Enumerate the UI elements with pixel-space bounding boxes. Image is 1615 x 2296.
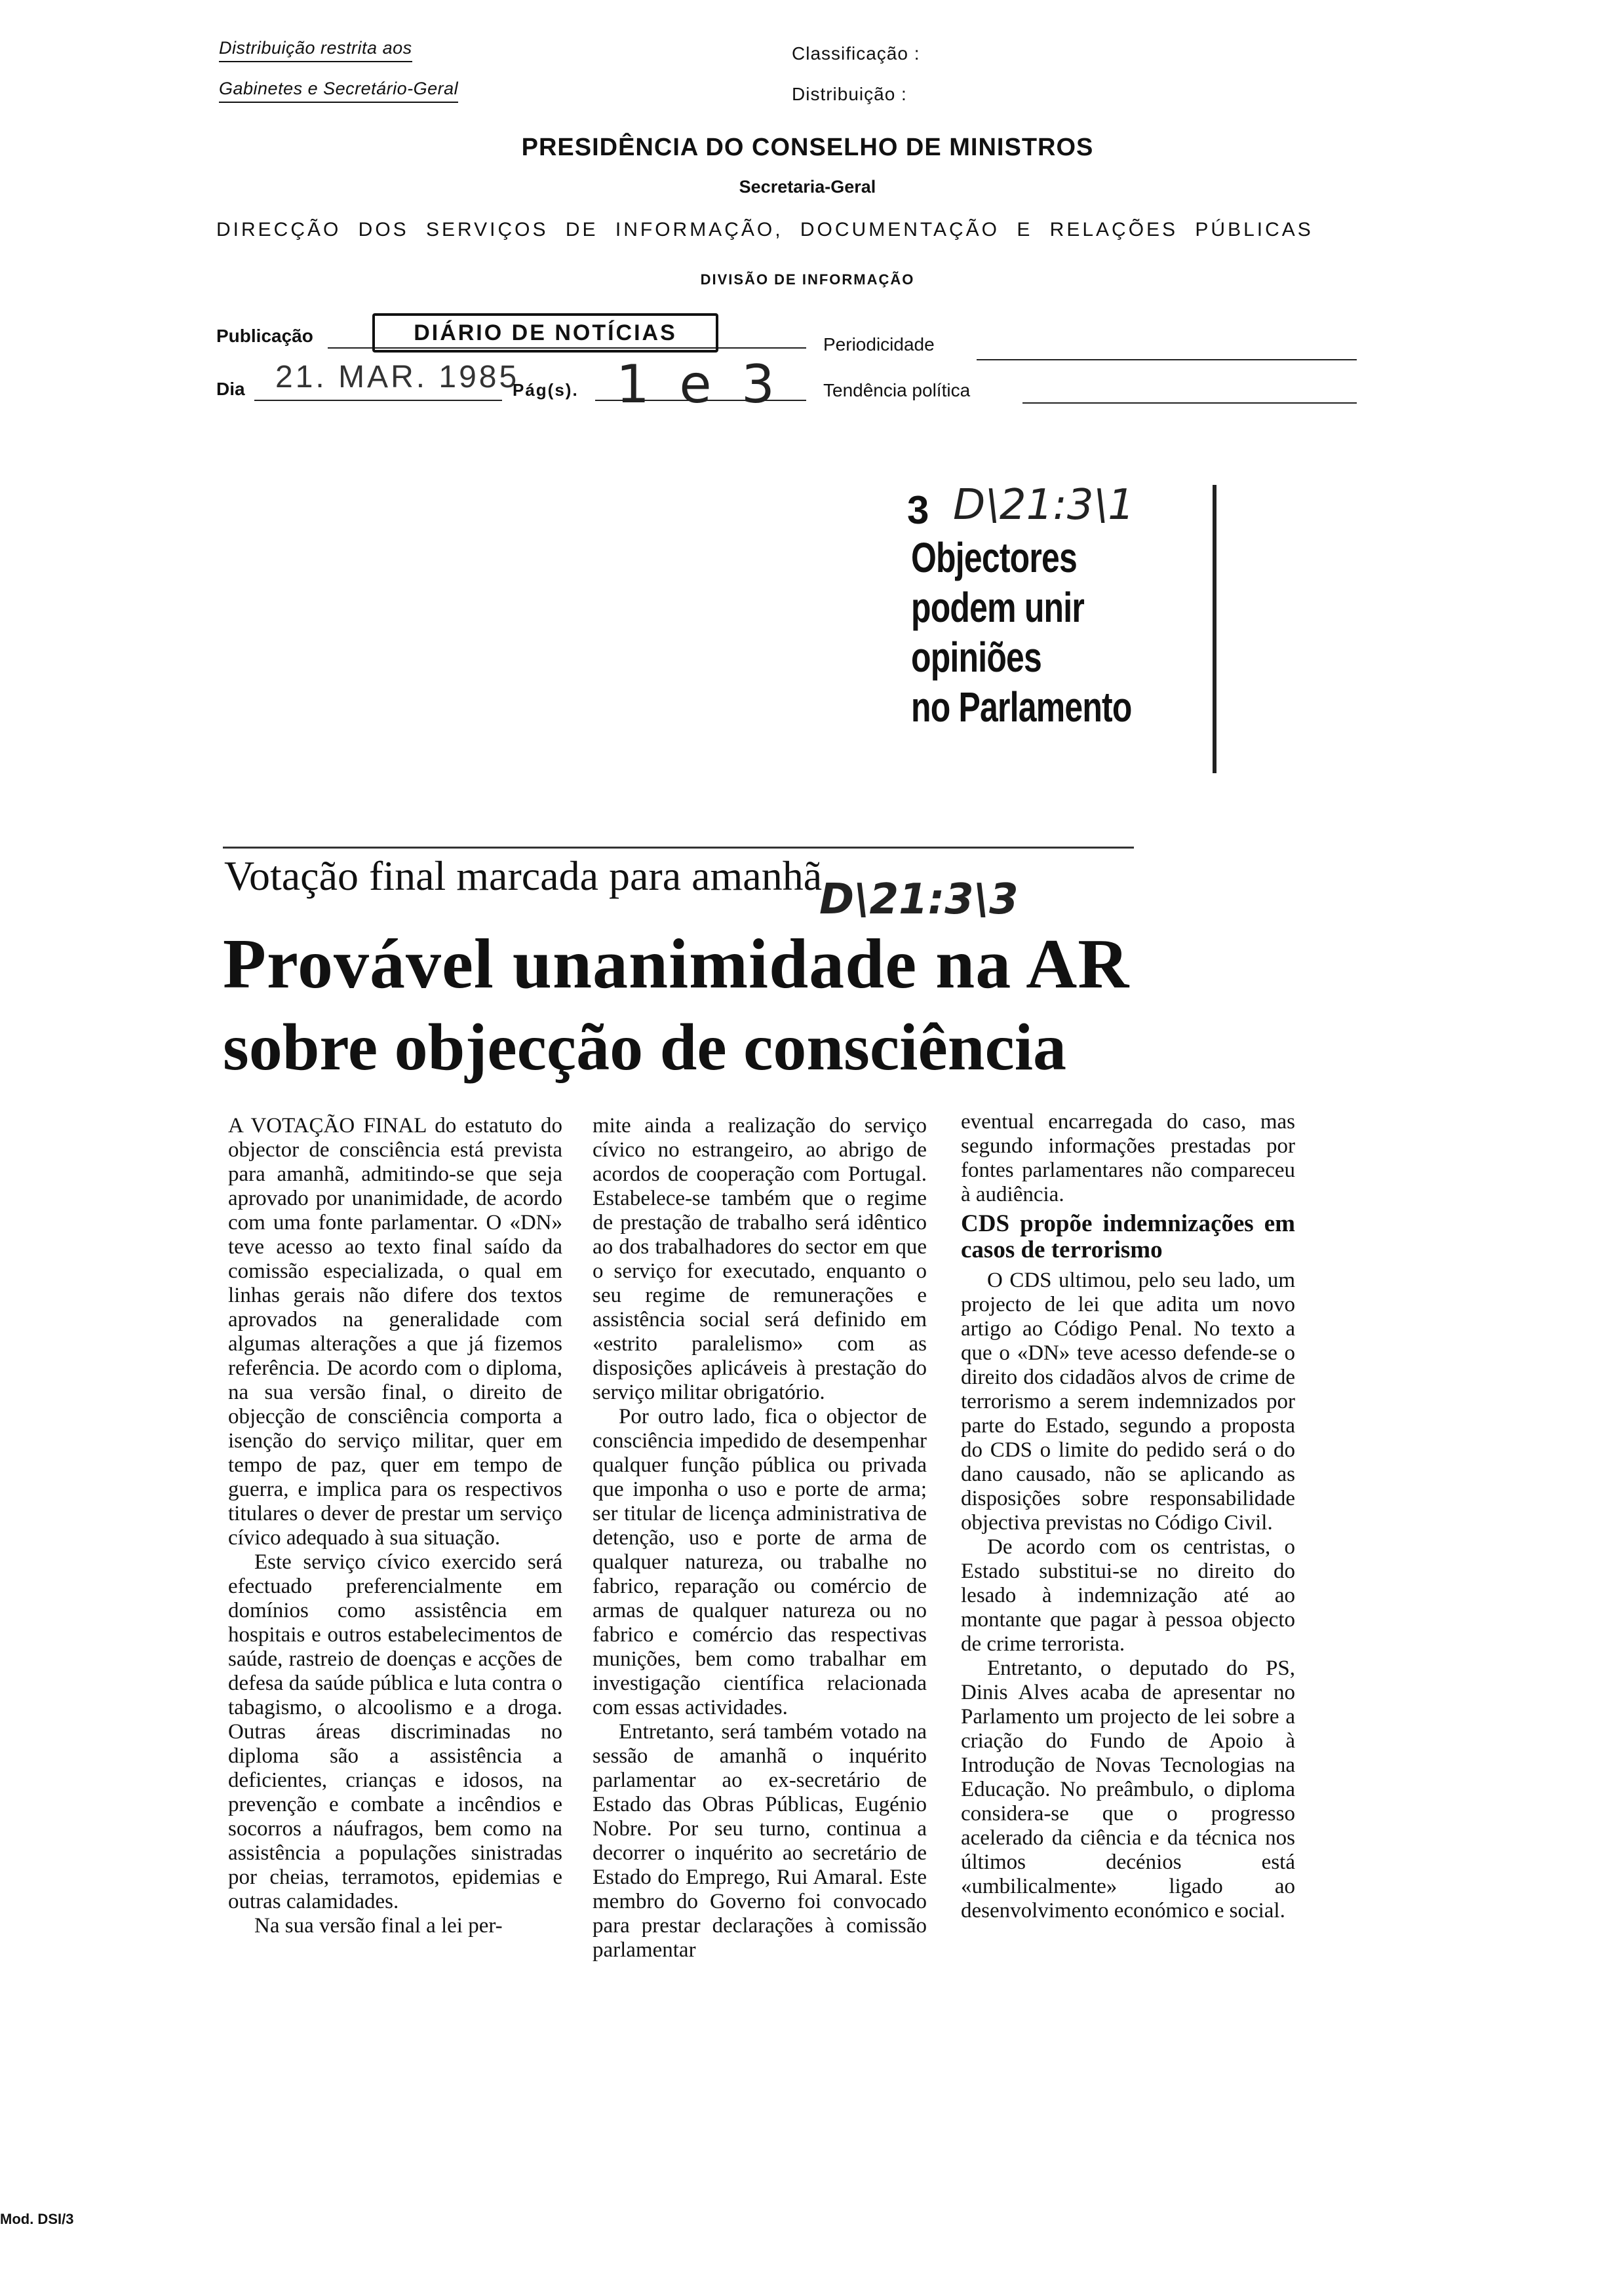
periodicity-label: Periodicidade [823, 334, 935, 354]
article-column-2 [593, 1114, 927, 1962]
clip-headline-line2: podem unir [911, 584, 1084, 631]
distribution-restriction-line1: Distribuição restrita aos [219, 38, 412, 62]
cds-subhead: CDS propõe indemnizações em casos de terrorismo [961, 1210, 1295, 1263]
article-column-3 [961, 1110, 1295, 1923]
clip-headline-line3: opiniões [911, 634, 1041, 681]
article-headline-line1: Provável unanimidade na AR [223, 925, 1130, 1003]
col2-paragraph: Entretanto, será também votado na sessão de amanhã o inquérito parlamentar ao ex-secretário de Estado das Obras Públicas, Eugénio Nobre. Por seu turno, continua a decorrer o inquérito ao secretário de Estado do Emprego, Rui Amaral. Este membro do Governo foi convocado para prestar declarações à comissão parlamentar [593, 1720, 927, 1962]
page-label: Pág(s). [513, 380, 579, 400]
article-headline-line2: sobre objecção de consciência [223, 1010, 1067, 1084]
col1-paragraph: A VOTAÇÃO FINAL do estatuto do objector de consciência está prevista para amanhã, admitindo-se que seja aprovado por unanimidade, de acordo com uma fonte parlamentar. O «DN» teve acesso ao texto final saído da comissão especializada, o qual em linhas gerais não difere dos textos aprovados na generalidade com algumas alterações a que já fizemos referência. De acordo com o diploma, na sua versão final, o direito de objecção de consciência comporta a isenção do serviço militar, quer em tempo de paz, quer em tempo de guerra, e implica para os respectivos titulares o dever de prestar um serviço cívico adequado à sua situação. [228, 1114, 562, 1550]
day-value-stamp: 21. MAR. 1985 [275, 360, 520, 394]
col3-paragraph: De acordo com os centristas, o Estado substitui-se no direito do lesado à indemnização até ao montante que pagar à pessoa objecto de crime terrorista. [961, 1535, 1295, 1656]
classification-label: Classificação : [792, 43, 920, 64]
article-handwritten-code: D\21:3\3 [819, 875, 1019, 924]
article-kicker: Votação final marcada para amanhã [224, 852, 823, 899]
article-column-1 [228, 1114, 562, 1938]
form-model-code: Mod. DSI/3 [0, 2211, 74, 2227]
political-tendency-label: Tendência política [823, 380, 971, 400]
publication-stamp: DIÁRIO DE NOTÍCIAS [372, 313, 718, 353]
col2-paragraph: Por outro lado, fica o objector de consciência impedido de desempenhar qualquer função pública ou privada que imponha o uso e porte de arma; ser titular de licença administrativa de detenção, uso e porte de arma de qualquer natureza, ou trabalhe no fabrico, reparação ou comércio de armas de qualquer natureza ou no fabrico e comércio das respectivas munições, bem como trabalhar em investigação científica relacionada com essas actividades. [593, 1405, 927, 1719]
organization-title: PRESIDÊNCIA DO CONSELHO DE MINISTROS [521, 134, 1094, 161]
col1-paragraph: Na sua versão final a lei per- [254, 1914, 503, 1938]
col2-paragraph: mite ainda a realização do serviço cívico no estrangeiro, ao abrigo de acordos de cooperação com Portugal. Estabelece-se também que o regime de prestação de trabalho será idêntico ao dos trabalhadores do sector em que o serviço for executado, enquanto o seu regime de remunerações e assistência social será definido em «estrito paralelismo» com as disposições aplicáveis à prestação do serviço militar obrigatório. [593, 1114, 927, 1404]
front-page-clipping [907, 481, 1209, 776]
secretariat-title: Secretaria-Geral [739, 177, 876, 197]
clip-edge-rule [1213, 485, 1216, 773]
publication-label: Publicação [216, 326, 313, 346]
directorate-title: DIRECÇÃO DOS SERVIÇOS DE INFORMAÇÃO, DOCUMENTAÇÃO E RELAÇÕES PÚBLICAS [216, 219, 1313, 240]
distribution-restriction-line2: Gabinetes e Secretário-Geral [219, 79, 458, 103]
division-title: DIVISÃO DE INFORMAÇÃO [700, 271, 915, 288]
distribution-label: Distribuição : [792, 84, 907, 104]
kicker-rule [223, 847, 1134, 849]
clip-headline-line4: no Parlamento [911, 683, 1132, 731]
col3-paragraph: O CDS ultimou, pelo seu lado, um projecto de lei que adita um novo artigo ao Código Penal. No texto a que o «DN» teve acesso defende-se o direito dos cidadãos alvos de crime de terrorismo a serem indemnizados por parte do Estado, segundo a proposta do CDS o limite do pedido será o do dano causado, não se aplicando as disposições sobre responsabilidade objectiva previstas no Código Civil. [961, 1269, 1295, 1535]
clip-handwritten-code: D\21:3\1 [953, 481, 1135, 529]
clip-page-number: 3 [907, 488, 929, 532]
col3-intro: eventual encarregada do caso, mas segundo informações prestadas por fontes parlamentares não compareceu à audiência. [961, 1110, 1295, 1206]
page-value-handwritten: 1 e 3 [616, 354, 781, 415]
col3-paragraph: Entretanto, o deputado do PS, Dinis Alves acaba de apresentar no Parlamento um projecto de lei sobre a criação do Fundo de Apoio à Introdução de Novas Tecnologias na Educação. No preâmbulo, o diploma considera-se que o progresso acelerado da ciência e da técnica nos últimos decénios está «umbilicalmente» ligado ao desenvolvimento económico e social. [961, 1656, 1295, 1923]
clip-headline-line1: Objectores [911, 534, 1077, 581]
day-label: Dia [216, 379, 245, 399]
col1-paragraph: Este serviço cívico exercido será efectuado preferencialmente em domínios como assistência em hospitais e outros estabelecimentos de saúde, rastreio de doenças e acções de defesa da saúde pública e luta contra o tabagismo, o alcoolismo e a droga. Outras áreas discriminadas no diploma são a assistência a deficientes, crianças e idosos, na prevenção e combate a incêndios e socorros a náufragos, bem como na assistência a populações sinistradas por cheias, terramotos, epidemias e outras calamidades. [228, 1550, 562, 1913]
